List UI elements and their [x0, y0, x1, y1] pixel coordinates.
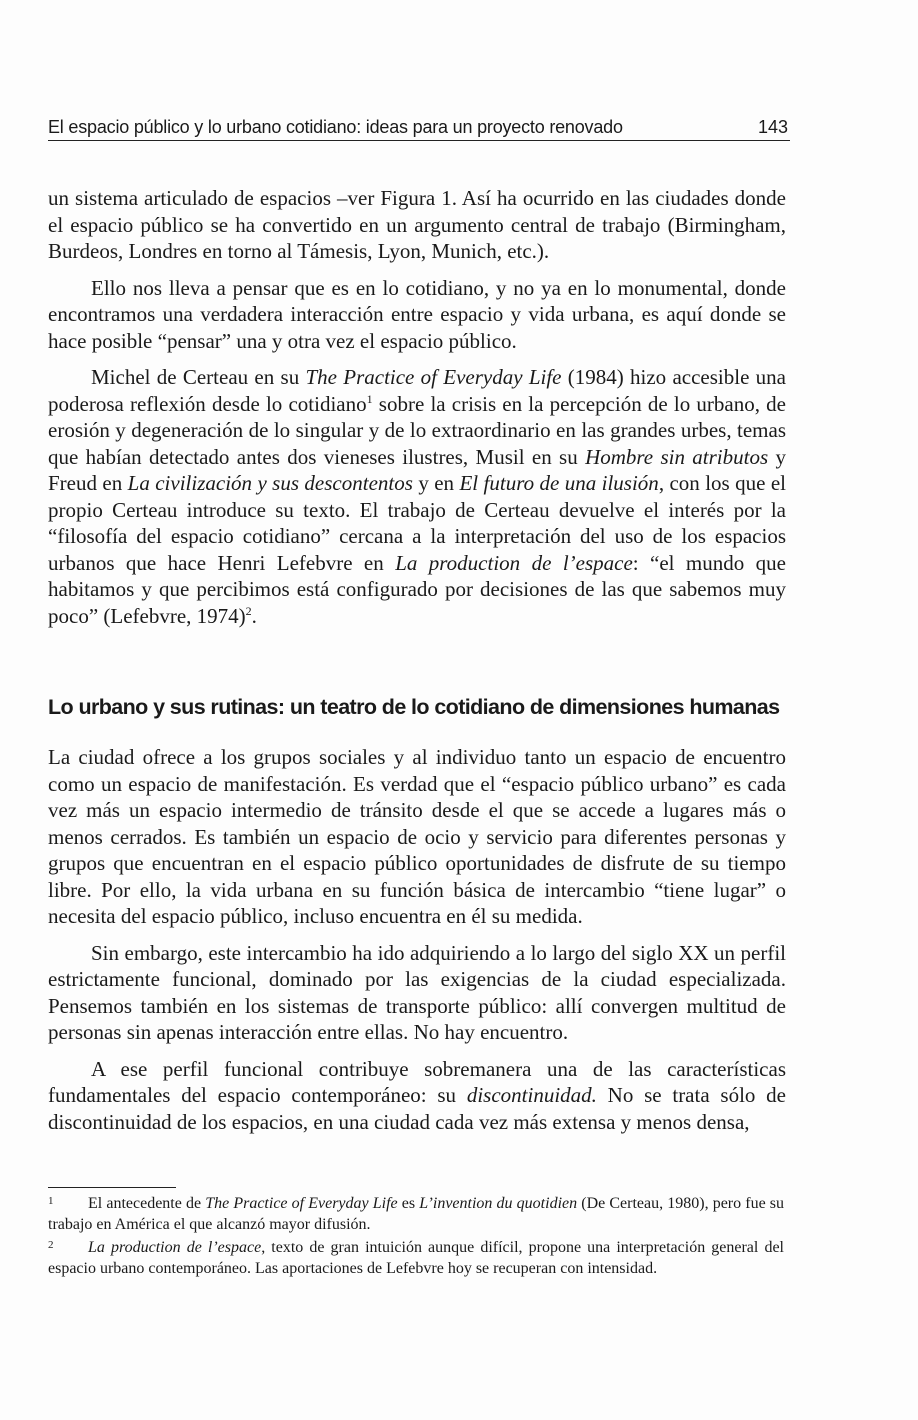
footnote-divider	[48, 1187, 176, 1188]
section-heading: Lo urbano y sus rutinas: un teatro de lo cotidiano de dimensiones humanas	[48, 695, 780, 719]
paragraph-intercambio: Sin embargo, este intercambio ha ido adquiriendo a lo largo del siglo XX un perfil estrictamente funcional, dominado por las exigencias de la ciudad especializada. Pensemos también en los sistemas de transporte público: allí convergen multitud de personas sin apenas interacción entre ellas. No hay encuentro.	[48, 940, 786, 1044]
body-text-top	[48, 185, 786, 639]
body-text-bottom	[48, 744, 786, 1145]
footnote-ref-1[interactable]: 1	[366, 391, 373, 406]
book-title: La production de l’espace	[395, 550, 633, 575]
text-run: A ese perfil funcional contribuye sobremanera una de las características fundamentales del espacio contemporáneo: su	[48, 1056, 786, 1107]
text-run: es	[397, 1195, 420, 1212]
text-run: Michel de Certeau en su	[91, 365, 306, 389]
text-run: .	[251, 603, 257, 628]
footnote-2	[48, 1238, 784, 1279]
text-run: , texto de gran intuición aunque difícil, propone una interpretación general del espacio urbano contemporáneo. Las aportaciones de Lefebvre hoy se recuperan con intensidad.	[48, 1239, 784, 1277]
running-header-title: El espacio público y lo urbano cotidiano: ideas para un proyecto renovado	[48, 117, 623, 137]
book-title: L’invention du quotidien	[419, 1195, 578, 1212]
book-title: The Practice of Everyday Life	[305, 365, 562, 389]
footnote-ref-2[interactable]: 2	[245, 603, 252, 618]
footnote-mark: 2	[48, 1239, 54, 1251]
text-run: No se trata sólo de discontinuidad de los espacios, en una ciudad cada vez más extensa y menos densa,	[48, 1083, 787, 1134]
text-run: : “el mundo que habitamos y que percibimos está configurado por decisiones de las que sabemos muy poco” (Lefebvre, 1974)	[48, 550, 786, 628]
text-run: (1984) hizo accesible una poderosa reflexión desde lo cotidiano	[48, 365, 786, 416]
paragraph-certeau	[48, 364, 786, 629]
paragraph-discontinuidad	[48, 1056, 786, 1136]
book-title: La production de l’espace	[88, 1239, 262, 1256]
text-run: y en	[412, 471, 460, 495]
paragraph-cotidiano: Ello nos lleva a pensar que es en lo cotidiano, y no ya en lo monumental, donde encontramos una verdadera interacción entre espacio y vida urbana, es aquí donde se hace posible “pensar” una y otra vez el espacio público.	[48, 275, 786, 353]
text-run: El antecedente de	[88, 1195, 206, 1212]
book-title: Hombre sin atributos	[585, 444, 769, 469]
paragraph-ciudad: La ciudad ofrece a los grupos sociales y al individuo tanto un espacio de encuentro como un espacio de manifestación. Es verdad que el “espacio público urbano” es cada vez más un espacio intermedio de tránsito desde el que se accede a lugares más o menos cerrados. Es también un espacio de ocio y servicio para diferentes personas y grupos que encuentran en el espacio público oportunidades de disfrute de su tiempo libre. Por ello, la vida urbana en su función básica de intercambio “tiene lugar” o necesita del espacio público, incluso encuentra en él su medida.	[48, 745, 786, 928]
footnotes	[48, 1194, 784, 1282]
running-header	[48, 114, 790, 141]
page-number: 143	[757, 117, 788, 137]
footnote-mark: 1	[48, 1195, 54, 1207]
book-title: El futuro de una ilusión	[459, 471, 659, 495]
paragraph-continuation: un sistema articulado de espacios –ver Figura 1. Así ha ocurrido en las ciudades donde el espacio público se ha convertido en un argumento central de trabajo (Birmingham, Burdeos, Londres en torno al Támesis, Lyon, Munich, etc.).	[48, 186, 786, 263]
book-title: La civilización y sus descontentos	[127, 471, 413, 495]
text-run: sobre la crisis en la percepción de lo urbano, de erosión y degeneración de lo singular y de lo extraordinario en las grandes urbes, temas que habían detectado antes dos vieneses ilustres, Musil en su	[48, 391, 786, 469]
book-title: The Practice of Everyday Life	[205, 1195, 398, 1212]
text-run: y Freud en	[48, 444, 786, 495]
text-run: , con los que el propio Certeau introduce su texto. El trabajo de Certeau devuelve el interés por la “filosofía del espacio cotidiano” cercana a la interpretación del uso de los espacios urbanos que hace Henri Lefebvre en	[48, 471, 786, 575]
footnote-1	[48, 1194, 784, 1235]
emphasis: discontinuidad.	[466, 1083, 597, 1107]
text-run: (De Certeau, 1980), pero fue su trabajo en América el que alcanzó mayor difusión.	[48, 1195, 785, 1233]
